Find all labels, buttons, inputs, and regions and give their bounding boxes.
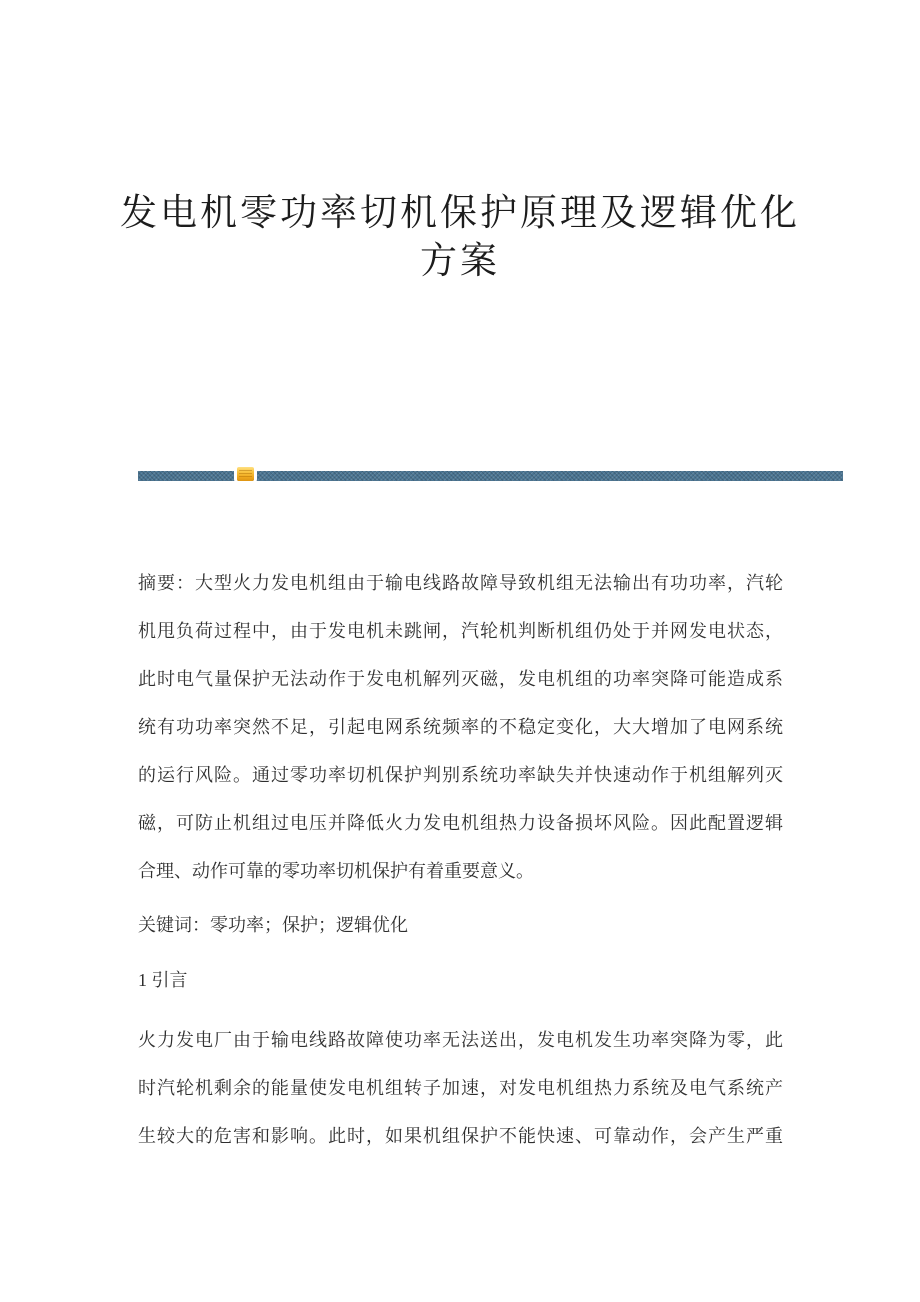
title-line-1: 发电机零功率切机保护原理及逻辑优化 (120, 193, 800, 234)
body-line: 生较大的危害和影响。此时，如果机组保护不能快速、可靠动作，会产生严重 (138, 1126, 783, 1146)
body-line: 火力发电厂由于输电线路故障使功率无法送出，发电机发生功率突降为零，此 (138, 1030, 783, 1050)
gold-seal-icon (237, 467, 254, 481)
keywords-text: 关键词：零功率；保护；逻辑优化 (138, 915, 408, 935)
title-line-2: 方案 (420, 241, 500, 282)
body-paragraph (138, 1016, 783, 1160)
abstract-line: 摘要：大型火力发电机组由于输电线路故障导致机组无法输出有功功率，汽轮 (138, 573, 783, 593)
section-heading (138, 956, 783, 1004)
abstract-line: 此时电气量保护无法动作于发电机解列灭磁，发电机组的功率突降可能造成系 (138, 669, 783, 689)
section-heading-text: 1 引言 (138, 970, 188, 990)
body-line: 时汽轮机剩余的能量使发电机组转子加速，对发电机组热力系统及电气系统产 (138, 1078, 783, 1098)
document-title (0, 190, 920, 286)
abstract-paragraph (138, 559, 783, 895)
abstract-line: 的运行风险。通过零功率切机保护判别系统功率缺失并快速动作于机组解列灭 (138, 765, 783, 785)
abstract-line: 磁，可防止机组过电压并降低火力发电机组热力设备损坏风险。因此配置逻辑 (138, 813, 783, 833)
abstract-line: 合理、动作可靠的零功率切机保护有着重要意义。 (138, 861, 534, 881)
document-body (138, 559, 783, 1160)
abstract-line: 统有功功率突然不足，引起电网系统频率的不稳定变化，大大增加了电网系统 (138, 717, 783, 737)
abstract-line: 机甩负荷过程中，由于发电机未跳闸，汽轮机判断机组仍处于并网发电状态， (138, 621, 783, 641)
keywords-line (138, 901, 783, 949)
divider-bar (138, 471, 843, 481)
